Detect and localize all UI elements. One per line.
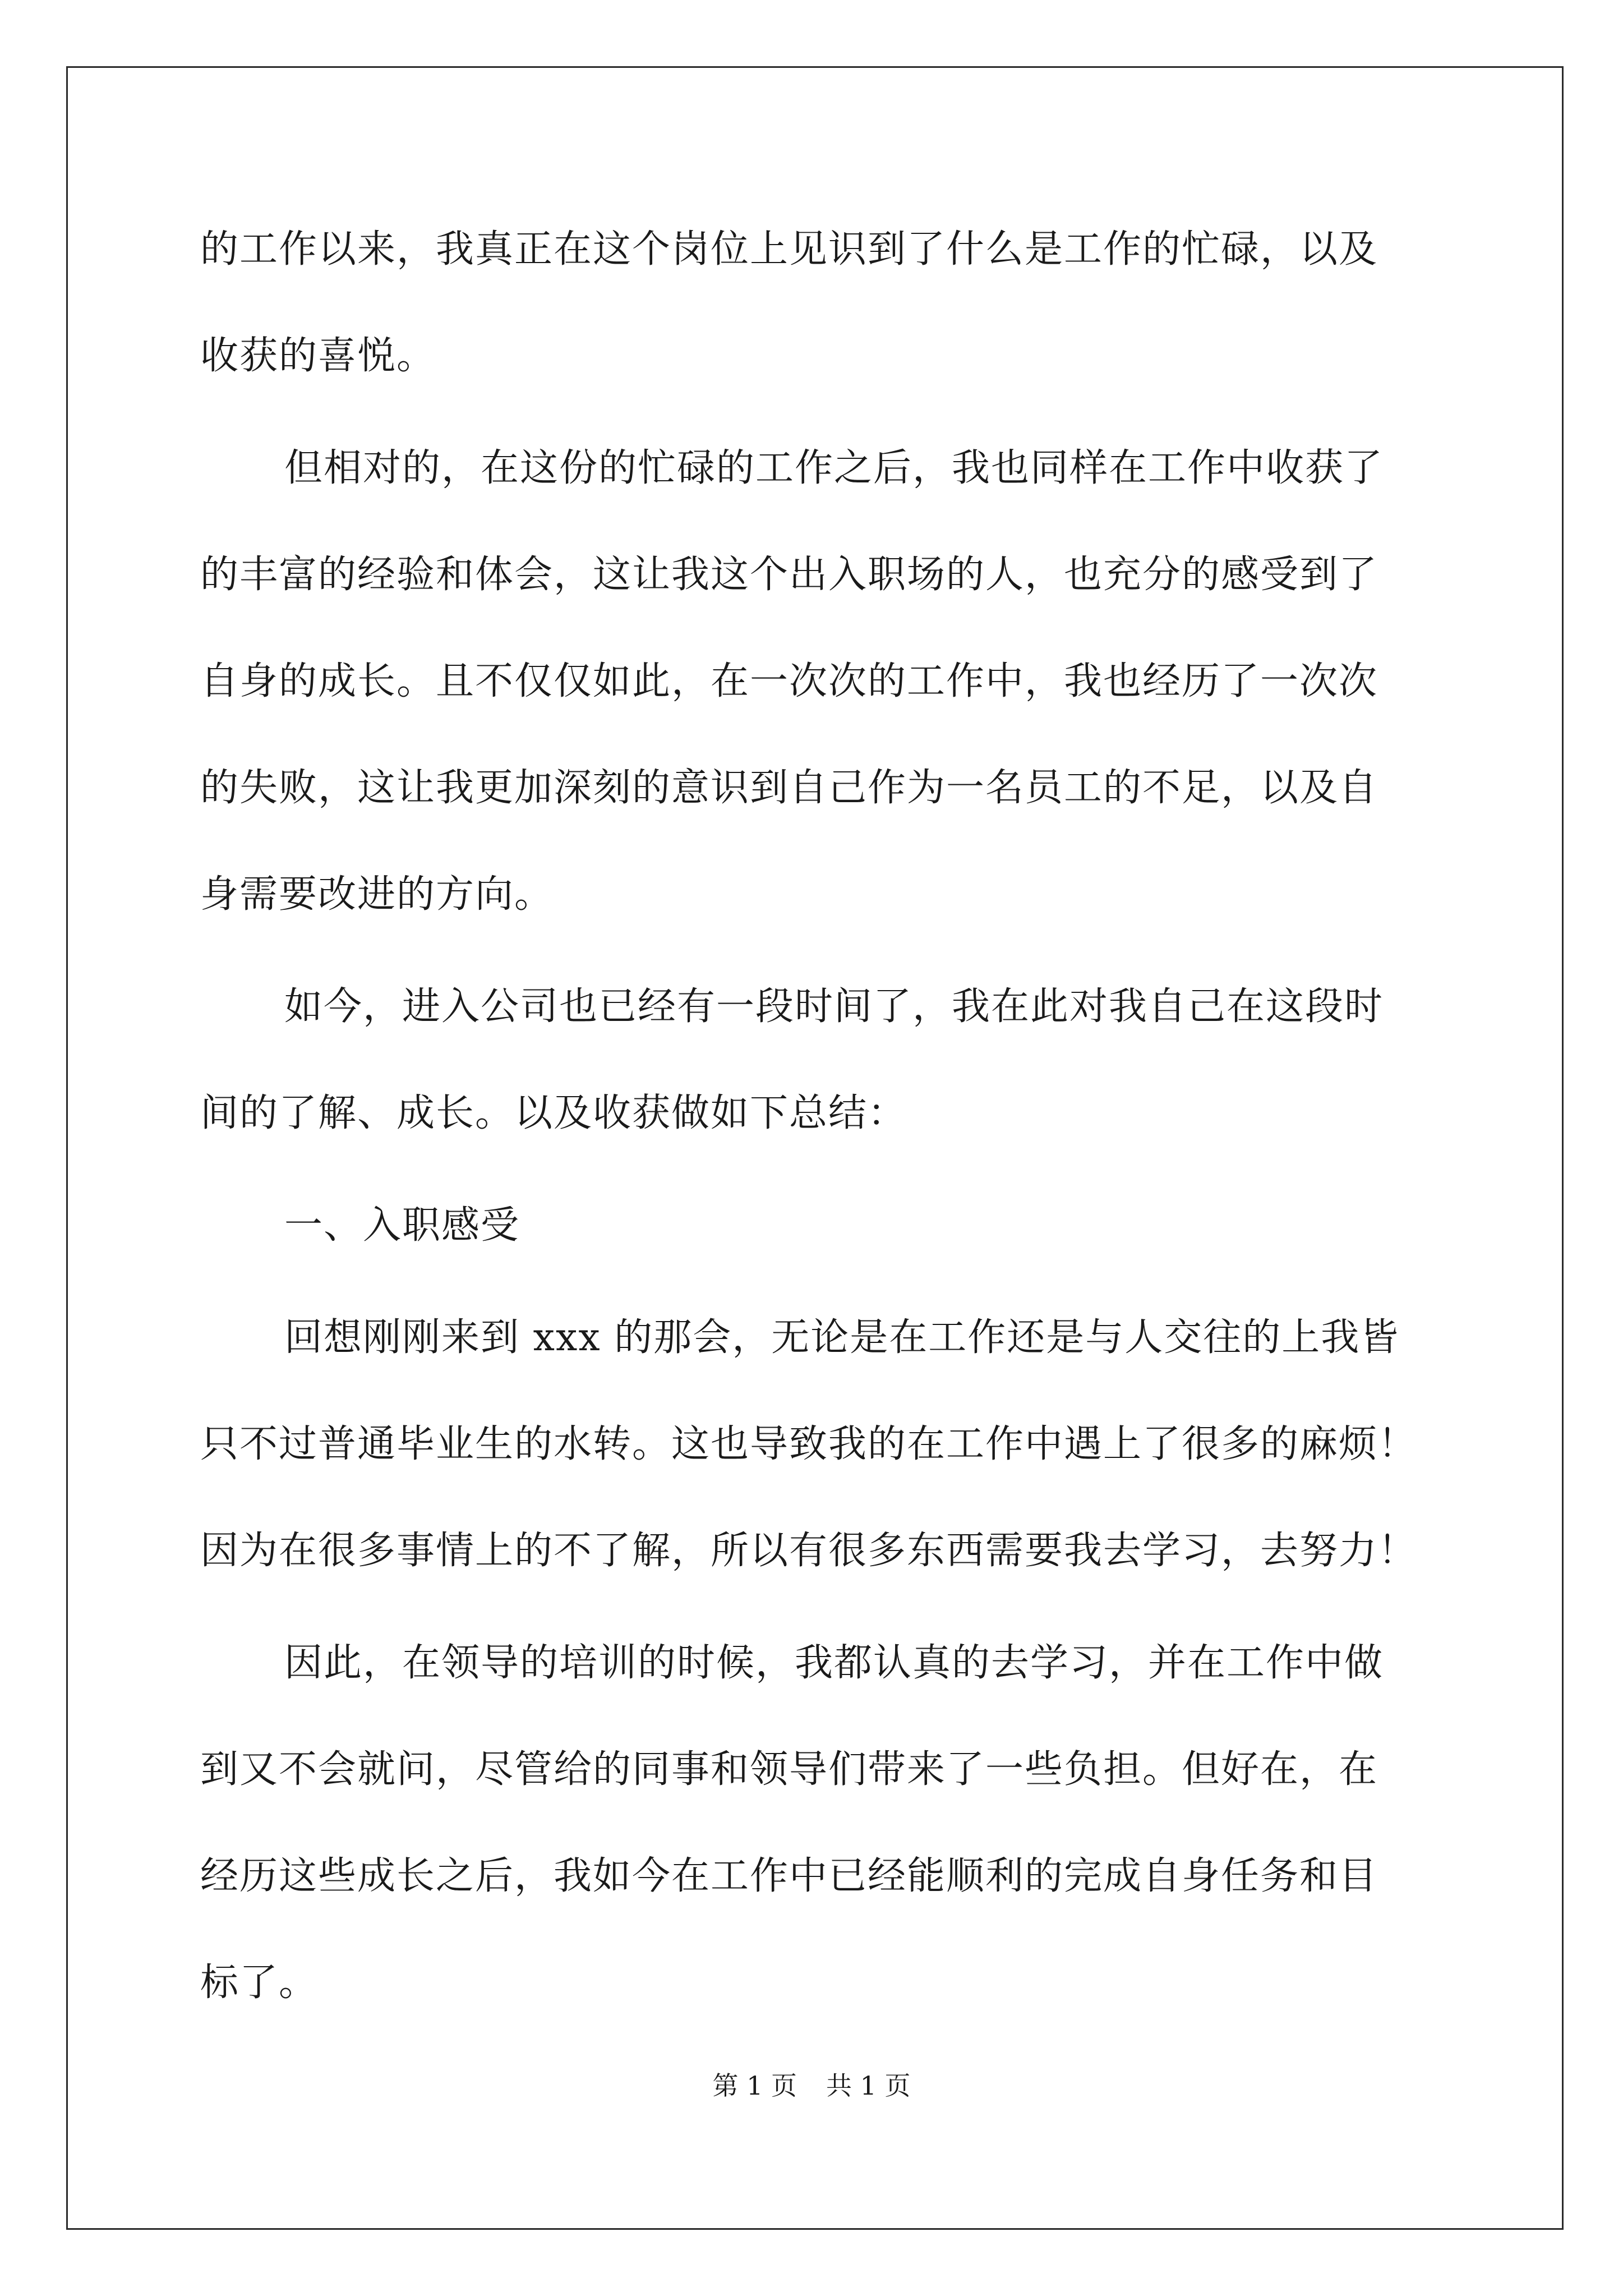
text-line: 身需要改进的方向。 <box>200 872 554 917</box>
text-line: 因此，在领导的培训的时候，我都认真的去学习，并在工作中做 <box>284 1641 1384 1685</box>
text-line: 标了。 <box>200 1961 319 2005</box>
text-line: 的丰富的经验和体会，这让我这个出入职场的人，也充分的感受到了 <box>200 553 1378 597</box>
page-total: 共 1 页 <box>826 2070 911 2101</box>
text-line: 回想刚刚来到 xxx 的那会，无论是在工作还是与人交往的上我皆 <box>284 1315 1400 1360</box>
text-line: 经历这些成长之后，我如今在工作中已经能顺利的完成自身任务和目 <box>200 1854 1378 1898</box>
text-line: 但相对的，在这份的忙碌的工作之后，我也同样在工作中收获了 <box>284 446 1384 490</box>
text-line: 到又不会就问，尽管给的同事和领导们带来了一些负担。但好在，在 <box>200 1747 1378 1792</box>
text-line: 如今，进入公司也已经有一段时间了，我在此对我自己在这段时 <box>284 984 1384 1029</box>
text-line: 因为在很多事情上的不了解，所以有很多东西需要我去学习，去努力！ <box>200 1529 1418 1573</box>
text-line: 收获的喜悦。 <box>200 334 436 378</box>
text-line: 一、入职感受 <box>284 1203 520 1248</box>
text-line: 自身的成长。且不仅仅如此，在一次次的工作中，我也经历了一次次 <box>200 659 1378 703</box>
text-line: 间的了解、成长。以及收获做如下总结： <box>200 1091 907 1135</box>
page-number: 第 1 页 <box>712 2070 797 2101</box>
text-line: 的工作以来，我真正在这个岗位上见识到了什么是工作的忙碌，以及 <box>200 227 1378 272</box>
text-line: 只不过普通毕业生的水转。这也导致我的在工作中遇上了很多的麻烦！ <box>200 1422 1418 1466</box>
document-body <box>200 213 1434 2053</box>
page-footer <box>0 2069 1623 2102</box>
text-line: 的失败，这让我更加深刻的意识到自己作为一名员工的不足，以及自 <box>200 766 1378 810</box>
